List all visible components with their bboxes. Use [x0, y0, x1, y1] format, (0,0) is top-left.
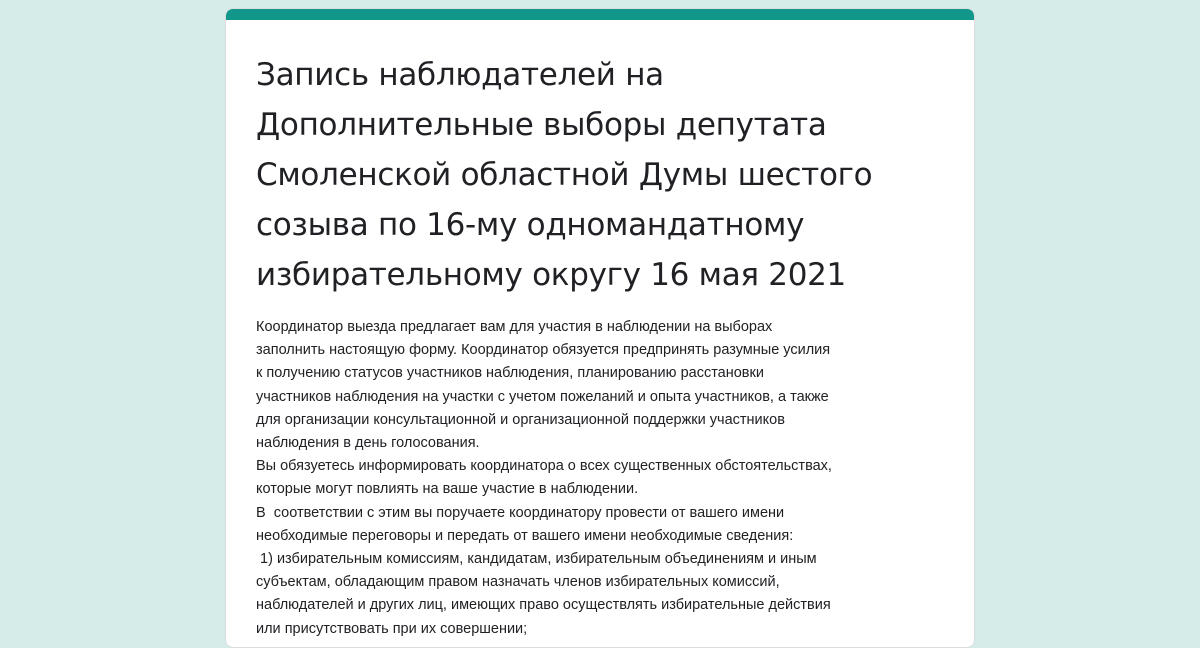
- description-line: наблюдателей и других лиц, имеющих право осуществлять избирательные действия: [256, 597, 831, 614]
- description-line: наблюдения в день голосования.: [256, 435, 480, 452]
- description-line: необходимые переговоры и передать от вашего имени необходимые сведения:: [256, 527, 794, 544]
- form-header-body: [226, 20, 974, 641]
- description-line: к получению статусов участников наблюдения, планированию расстановки: [256, 365, 764, 382]
- form-header-card: [225, 8, 975, 648]
- form-accent-bar: [226, 9, 974, 20]
- description-line: В соответствии с этим вы поручаете координатору провести от вашего имени: [256, 504, 785, 521]
- description-line: для организации консультационной и организационной поддержки участников: [256, 411, 785, 428]
- description-line: 1) избирательным комиссиям, кандидатам, избирательным объединениям и иным: [256, 551, 817, 568]
- description-line: участников наблюдения на участки с учетом пожеланий и опыта участников, а также: [256, 388, 829, 405]
- description-line: Координатор выезда предлагает вам для участия в наблюдении на выборах: [256, 319, 773, 335]
- description-line: которые могут повлиять на ваше участие в наблюдении.: [256, 481, 639, 498]
- form-title: Запись наблюдателей на Дополнительные выборы депутата Смоленской областной Думы шестого созыва по 16-му одномандатному избирательному округу 16 мая 2021: [256, 57, 873, 293]
- description-line: Вы обязуетесь информировать координатора о всех существенных обстоятельствах,: [256, 458, 832, 475]
- description-line: или присутствовать при их совершении;: [256, 620, 528, 637]
- description-line: заполнить настоящую форму. Координатор обязуется предпринять разумные усилия: [256, 342, 831, 359]
- description-line: субъектам, обладающим правом назначать членов избирательных комиссий,: [256, 574, 780, 591]
- form-description: [256, 316, 946, 641]
